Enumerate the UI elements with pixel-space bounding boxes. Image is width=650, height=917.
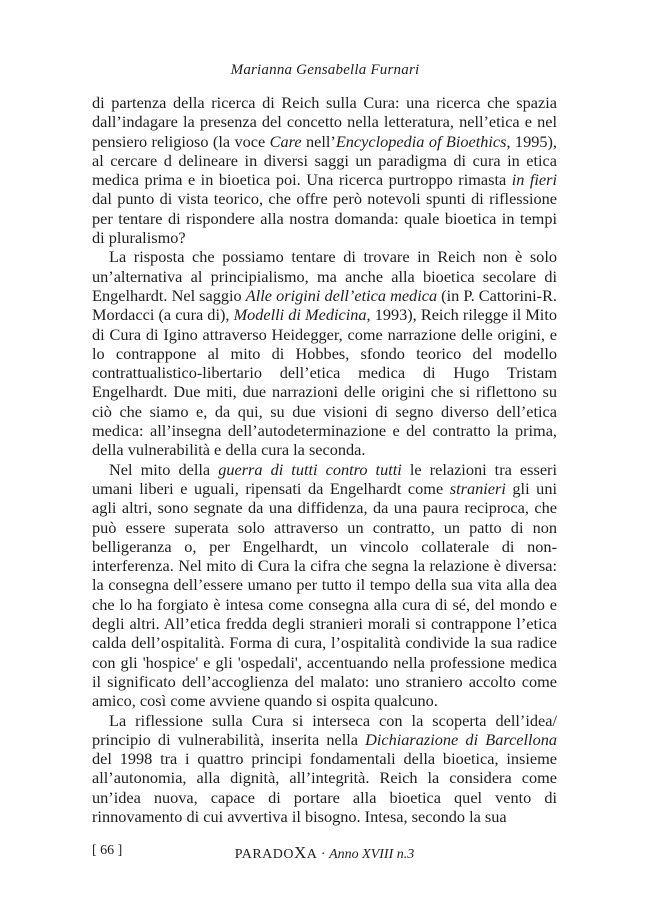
journal-issue: Anno XVIII n.3: [329, 847, 415, 862]
text-run: dal punto di vista teorico, che offre però notevoli spunti di riflessione per tentare di rispondere alla nostra domanda: quale bioetica in tempi di pluralismo?: [92, 189, 557, 248]
page-number: [ 66 ]: [92, 843, 123, 858]
text-run: del 1998 tra i quattro principi fondamentali della bioetica, insieme all’autonomia, alla dignità, all’integrità. Reich la considera come un’idea nuova, capace di portare alla bioetica quel vento di rinnovamento di cui avvertiva il bisogno. Intesa, secondo la sua: [92, 749, 557, 826]
italic-text: Alle origini dell’etica medica: [245, 285, 438, 305]
italic-text: stranieri: [449, 478, 506, 498]
italic-text: Care: [269, 131, 302, 151]
text-run: La risposta che possiamo tentare di trovare in Reich non è solo un’alternativa al principialismo, ma anche alla bioetica secolare di Engelhardt. Nel saggio: [92, 247, 557, 305]
paragraph-4: [92, 711, 557, 827]
text-run: gli uni agli altri, sono segnate da una diffidenza, da una paura reciproca, che può essere superata solo attraverso un contratto, un patto di non belligeranza o, per Engelhardt, un vincolo collaterale di non-interferenza. Nel mito di Cura la cifra che segna la relazione è diversa: la consegna dell’essere umano per tutto il tempo della sua vita alla dea che lo ha forgiato è intesa come consegna alla cura di sé, del mondo e degli altri. All’etica fredda degli stranieri morali si contrappone l’etica calda dell’ospitalità. Forma di cura, l’ospitalità condivide la sua radice con gli 'hospice' e gli 'ospedali', accentuando nella professione medica il significato dell’accoglienza del malato: uno straniero accolto come amico, così come avviene quando si ospita qualcuno.: [92, 478, 557, 711]
text-run: di partenza della ricerca di Reich sulla Cura: una ricerca che spazia dall’indagare la presenza del concetto nella letteratura, nell’etica e nel pensiero religioso (la voce: [92, 93, 557, 151]
text-run: , 1995), al cercare d delineare in diversi saggi un paradigma di cura in etica medica prima e in bioetica poi. Una ricerca purtroppo rimasta: [92, 131, 557, 190]
text-run: le relazioni tra esseri umani liberi e uguali, ripensati da Engelhardt come: [92, 459, 557, 498]
text-run: , 1993), Reich rilegge il Mito di Cura di Igino attraverso Heidegger, come narrazione delle origini, e lo contrappone al mito di Hobbes, sfondo teorico del modello contrattualistico-libertario dell’etica medica di Hugo Tristam Engelhardt. Due miti, due narrazioni delle origini che si riflettono su ciò che siamo e, da qui, su due visioni di segno diverso dell’etica medica: all’insegna dell’autodeterminazione e del contratto la prima, della vulnerabilità e della cura la seconda.: [92, 305, 557, 460]
paragraph-1: [92, 93, 557, 247]
footer-separator: ·: [317, 847, 330, 862]
running-head: Marianna Gensabella Furnari: [230, 62, 420, 78]
journal-name: PARADOXA: [234, 843, 318, 862]
text-run: (in P. Cattorini-R. Mordacci (a cura di),: [92, 285, 557, 325]
text-run: Nel mito della: [109, 459, 219, 479]
italic-text: Dichiarazione di Barcellona: [365, 729, 557, 749]
italic-text: guerra di tutti contro tutti: [218, 459, 402, 479]
journal-line: [92, 843, 557, 863]
paragraph-3: [92, 460, 557, 711]
body-text: [92, 93, 557, 826]
italic-text: in fieri: [511, 170, 557, 190]
text-run: nell’: [301, 131, 336, 151]
text-run: La riflessione sulla Cura si interseca con la scoperta dell’idea/ principio di vulnerabilità, inserita nella: [92, 710, 557, 749]
page-footer: [92, 843, 557, 863]
paragraph-2: [92, 247, 557, 459]
italic-text: Encyclopedia of Bioethics: [335, 131, 507, 151]
italic-text: Modelli di Medicina: [233, 305, 367, 325]
